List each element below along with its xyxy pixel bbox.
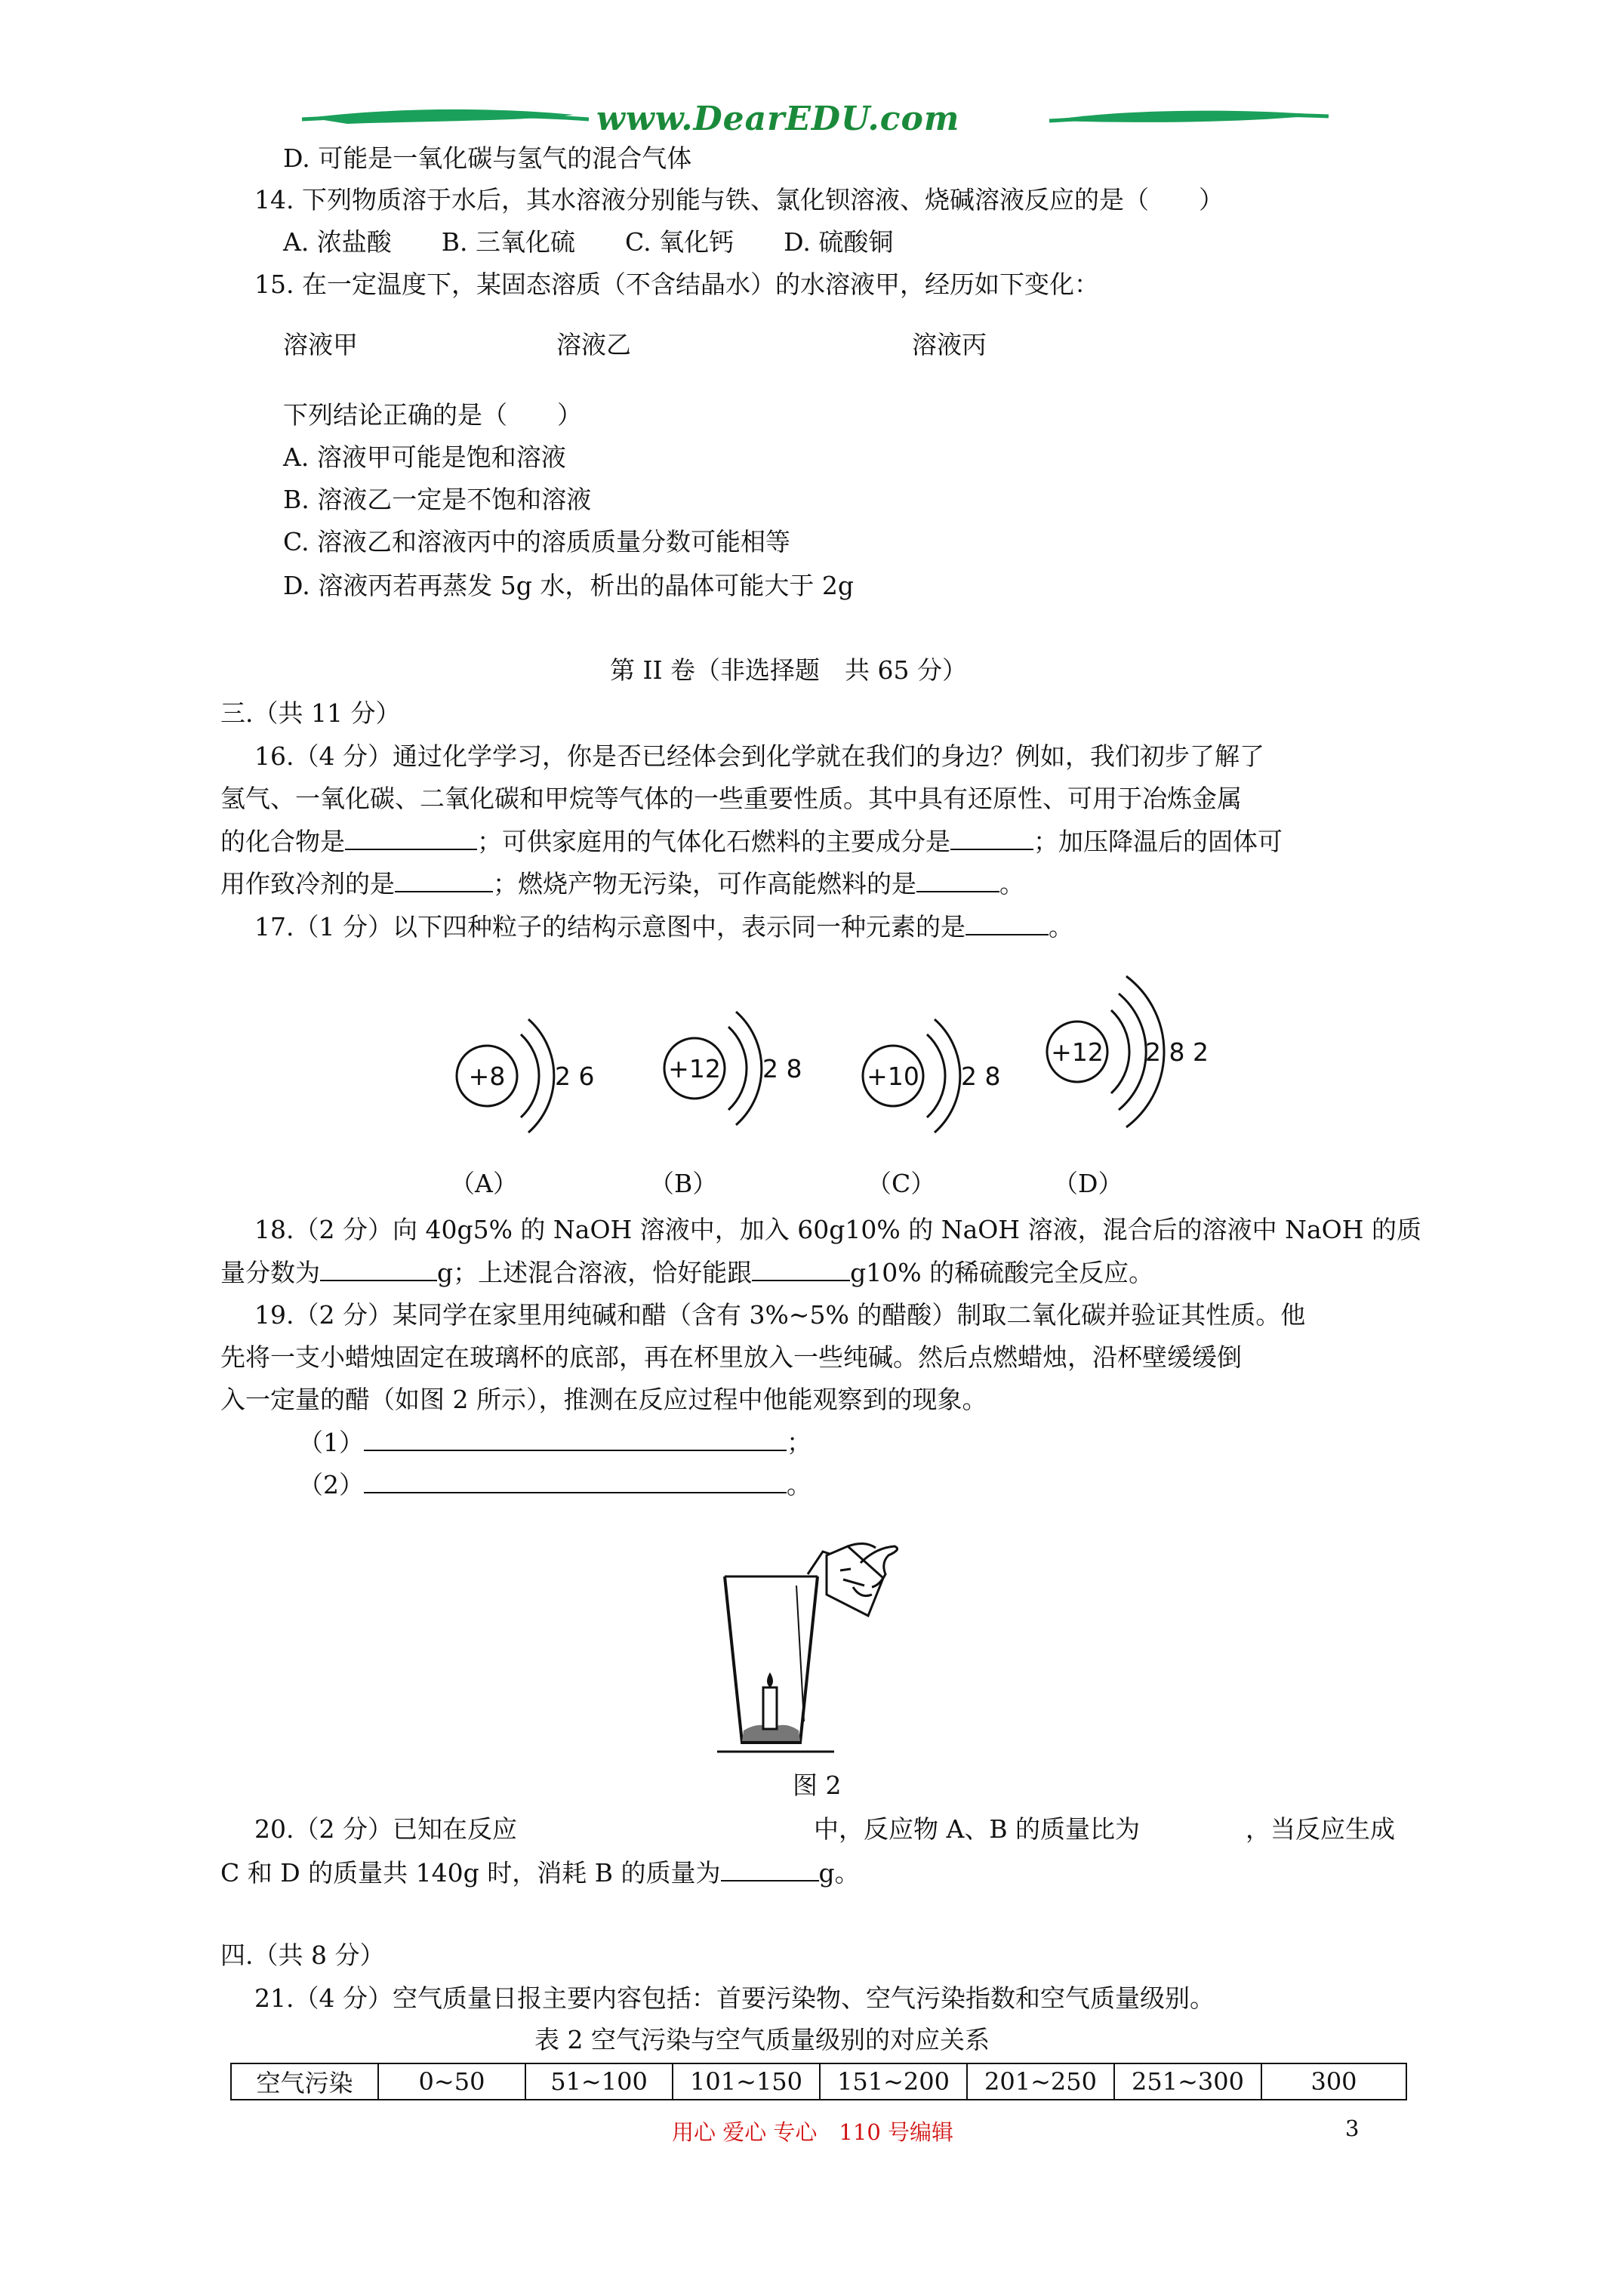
part2-title: 第 II 卷（非选择题 共 65 分） (610, 655, 968, 685)
q19-item1-end: ； (787, 1428, 812, 1457)
q19-blank-2[interactable] (364, 1469, 787, 1493)
q14-stem: 14. 下列物质溶于水后，其水溶液分别能与铁、氯化钡溶液、烧碱溶液反应的是（ ） (254, 185, 1224, 214)
q16-blank-4[interactable] (916, 868, 999, 892)
q15-solution-jia: 溶液甲 (283, 330, 358, 359)
q18-text-b: g；上述混合溶液，恰好能跟 (437, 1258, 753, 1287)
q15-option-c: C. 溶液乙和溶液丙中的溶质质量分数可能相等 (283, 527, 791, 556)
q18-blank-1[interactable] (320, 1257, 437, 1281)
q20-blank[interactable] (721, 1857, 819, 1881)
q16-blank-3[interactable] (395, 868, 493, 892)
q15-option-b: B. 溶液乙一定是不饱和溶液 (283, 485, 592, 514)
atom-label-d: （D） (1053, 1169, 1123, 1198)
q20-line1-c: ，当反应生成 (1246, 1814, 1395, 1844)
atom-label-b: （B） (649, 1169, 718, 1198)
q13-option-d: D. 可能是一氧化碳与氢气的混合气体 (283, 143, 692, 173)
q15-option-d: D. 溶液丙若再蒸发 5g 水，析出的晶体可能大于 2g (283, 571, 854, 600)
atom-label-c: （C） (867, 1169, 936, 1198)
site-logo: www.DearEDU.com (596, 100, 960, 138)
q16-line4-text-c: 。 (999, 869, 1024, 898)
q16-line3-text-c: ；加压降温后的固体可 (1033, 827, 1283, 856)
q19-item1-label: （1） (298, 1428, 364, 1457)
q19-answer-2 (298, 1469, 812, 1500)
table-cell: 101~150 (673, 2063, 820, 2100)
q15-stem: 15. 在一定温度下，某固态溶质（不含结晶水）的水溶液甲，经历如下变化： (254, 270, 1099, 299)
q15-option-a: A. 溶液甲可能是饱和溶液 (283, 442, 566, 472)
q20-line1-a: 20.（2 分）已知在反应 (254, 1814, 517, 1844)
q17-blank[interactable] (965, 911, 1049, 935)
q17-text-b: 。 (1048, 912, 1073, 942)
page-number: 3 (1345, 2116, 1360, 2141)
q15-solution-bing: 溶液丙 (912, 330, 987, 359)
table-cell: 51~100 (525, 2063, 673, 2100)
atom-a-shells: 2 6 (555, 1062, 595, 1091)
q19-line1: 19.（2 分）某同学在家里用纯碱和醋（含有 3%~5% 的醋酸）制取二氧化碳并验证其性质。他 (254, 1300, 1306, 1330)
footer-text: 用心 爱心 专心 110 号编辑 (672, 2119, 954, 2145)
table-cell: 251~300 (1114, 2063, 1261, 2100)
table-cell: 300 (1261, 2063, 1406, 2100)
atom-diagram-d (1036, 965, 1240, 1154)
q15-question: 下列结论正确的是（ ） (283, 400, 582, 430)
q16-blank-2[interactable] (950, 826, 1033, 850)
atom-c-shells: 2 8 (961, 1062, 1001, 1091)
table-cell: 151~200 (820, 2063, 967, 2100)
q16-line1: 16.（4 分）通过化学学习，你是否已经体会到化学就在我们的身边？例如，我们初步了解了 (254, 741, 1264, 771)
figure2-glass-candle (713, 1533, 955, 1767)
aqi-table (230, 2063, 1407, 2100)
q19-line2: 先将一支小蜡烛固定在玻璃杯的底部，再在杯里放入一些纯碱。然后点燃蜡烛，沿杯壁缓缓倒 (220, 1342, 1242, 1372)
q16-line2: 氢气、一氧化碳、二氧化碳和甲烷等气体的一些重要性质。其中具有还原性、可用于冶炼金属 (220, 784, 1242, 813)
q20-text-b: g。 (818, 1858, 860, 1888)
q18-text-c: g10% 的稀硫酸完全反应。 (850, 1258, 1154, 1287)
section3-title: 三.（共 11 分） (220, 698, 401, 728)
q20-line1-b: 中，反应物 A、B 的质量比为 (814, 1814, 1141, 1844)
q20-line2 (220, 1857, 860, 1888)
q17-text-a: 17.（1 分）以下四种粒子的结构示意图中，表示同一种元素的是 (254, 912, 965, 942)
q14-options: A. 浓盐酸 B. 三氧化硫 C. 氧化钙 D. 硫酸铜 (283, 227, 894, 257)
q16-line4 (220, 868, 1024, 899)
atom-diagram-a (445, 997, 619, 1185)
q16-blank-1[interactable] (345, 826, 477, 850)
q19-line3: 入一定量的醋（如图 2 所示），推测在反应过程中他能观察到的现象。 (220, 1385, 987, 1414)
section4-title: 四.（共 8 分） (220, 1940, 385, 1970)
q21-stem: 21.（4 分）空气质量日报主要内容包括：首要污染物、空气污染指数和空气质量级别。 (254, 1983, 1215, 2013)
q15-solution-yi: 溶液乙 (556, 330, 631, 359)
q18-line1: 18.（2 分）向 40g5% 的 NaOH 溶液中，加入 60g10% 的 NaOH 溶液，混合后的溶液中 NaOH 的质 (254, 1215, 1421, 1244)
atom-b-shells: 2 8 (762, 1054, 802, 1083)
q20-text-a: C 和 D 的质量共 140g 时，消耗 B 的质量为 (220, 1858, 721, 1888)
q16-line3-text-b: ；可供家庭用的气体化石燃料的主要成分是 (477, 827, 950, 856)
q16-line4-text-b: ；燃烧产物无污染，可作高能燃料的是 (493, 869, 916, 898)
atom-d-shells: 2 8 2 (1145, 1037, 1209, 1067)
atom-diagram-c (852, 1004, 1025, 1193)
atom-d-nucleus: +12 (1051, 1037, 1104, 1067)
q18-blank-2[interactable] (752, 1257, 850, 1281)
table-row (231, 2063, 1406, 2100)
atom-b-nucleus: +12 (668, 1054, 721, 1083)
q19-blank-1[interactable] (364, 1427, 787, 1451)
q18-text-a: 量分数为 (220, 1258, 320, 1287)
q16-line3-text-a: 的化合物是 (220, 827, 345, 856)
table-cell: 0~50 (378, 2063, 525, 2100)
q17-stem (254, 911, 1073, 942)
table-cell: 201~250 (967, 2063, 1114, 2100)
table-caption: 表 2 空气污染与空气质量级别的对应关系 (534, 2025, 990, 2054)
q19-answer-1 (298, 1427, 812, 1458)
atom-label-a: （A） (450, 1169, 518, 1198)
atom-c-nucleus: +10 (867, 1062, 919, 1091)
q16-line4-text-a: 用作致冷剂的是 (220, 869, 395, 898)
q18-line2 (220, 1257, 1153, 1288)
table-cell-header: 空气污染 (231, 2063, 378, 2100)
q19-item2-end: 。 (787, 1470, 812, 1499)
q16-line3 (220, 826, 1283, 857)
q19-item2-label: （2） (298, 1470, 364, 1499)
atom-diagram-b (653, 997, 827, 1185)
figure2-caption: 图 2 (793, 1771, 842, 1800)
atom-a-nucleus: +8 (468, 1062, 506, 1091)
